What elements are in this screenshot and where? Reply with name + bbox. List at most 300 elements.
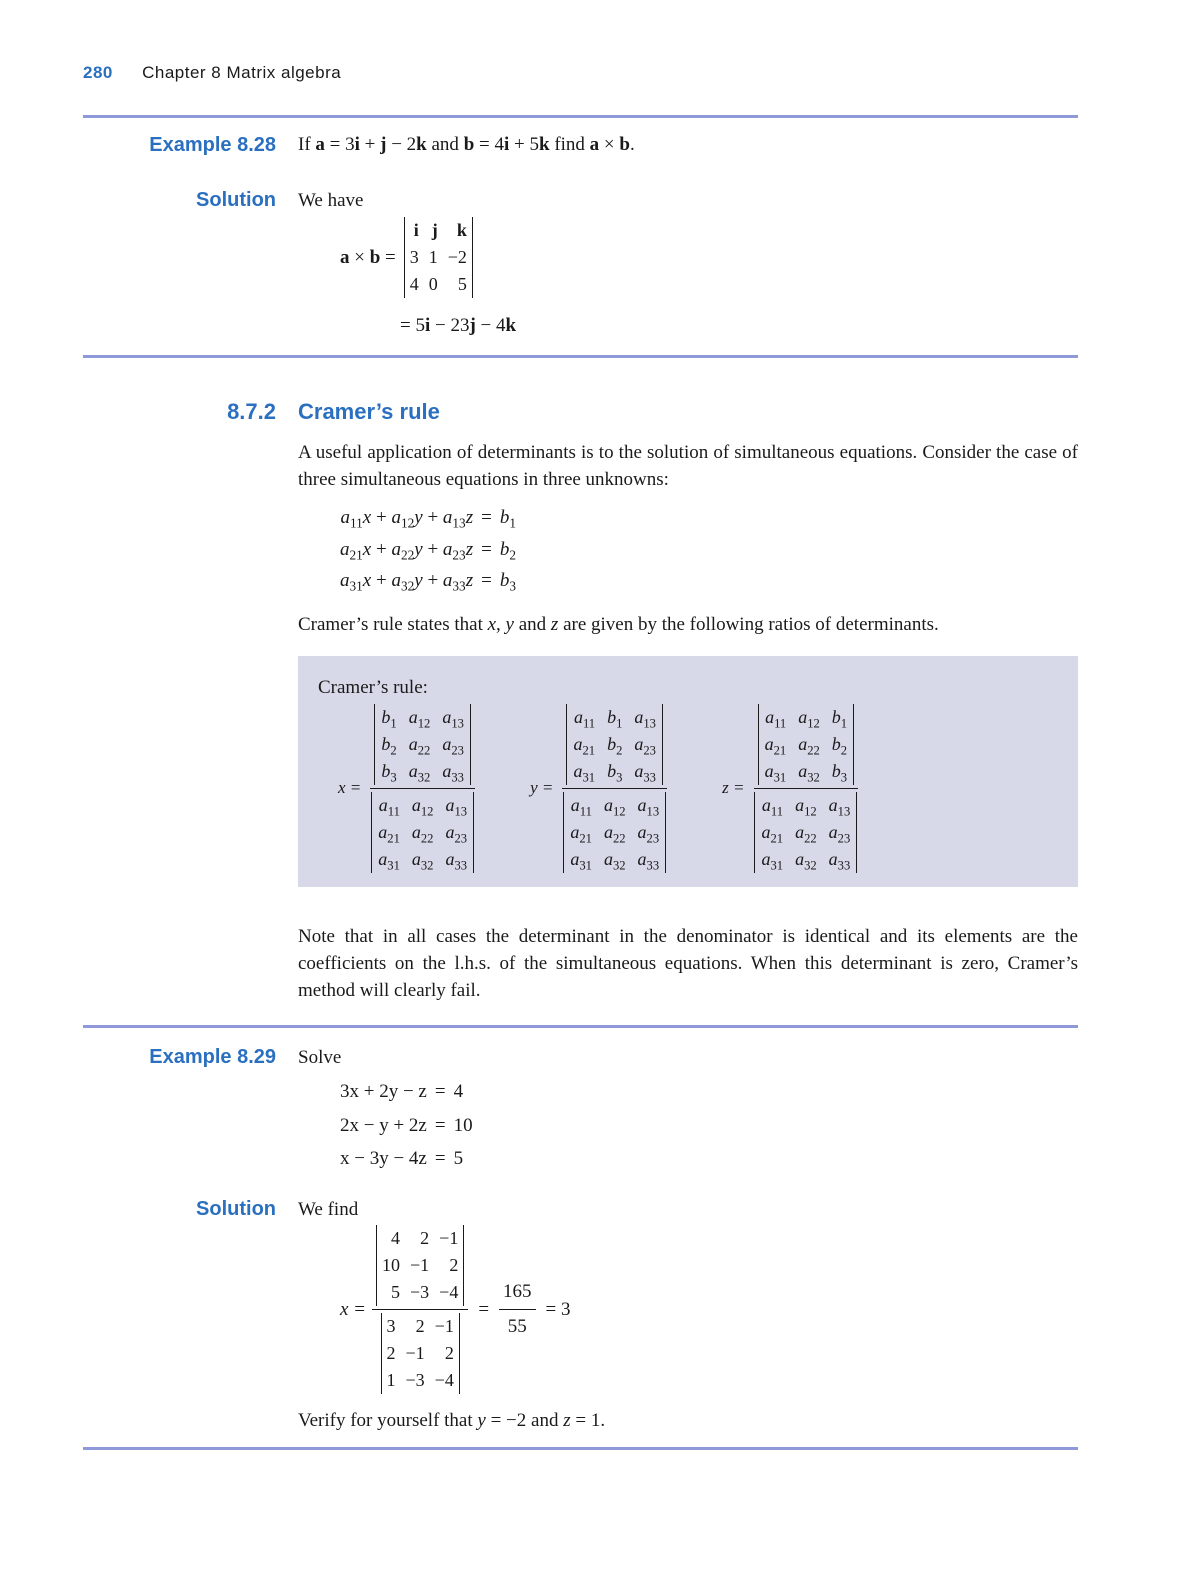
det-cell — [372, 792, 406, 819]
det-cell — [826, 731, 854, 758]
result-text: − 23 — [430, 315, 470, 336]
x-solution-denominator-det — [381, 1313, 460, 1394]
rhs-var: b — [499, 570, 510, 592]
det-cell-letter: a — [442, 761, 452, 781]
det-cell-subscript: 1 — [840, 716, 848, 731]
ex-eq-3-lhs: x − 3y − 4z — [340, 1148, 427, 1170]
det-cell-letter: a — [764, 734, 774, 754]
det-cell: 3 — [386, 1316, 396, 1336]
det-cell-subscript: 3 — [616, 770, 623, 785]
solution-828-label: Solution — [196, 189, 276, 211]
det-cell — [632, 792, 666, 819]
system-row-1-rhs — [500, 504, 516, 532]
det-cell-subscript: 23 — [454, 831, 468, 846]
x-denominator — [367, 789, 478, 873]
cramer-formulas — [338, 704, 861, 873]
det-cell: 0 — [428, 274, 438, 294]
var: x — [362, 538, 372, 560]
det-cell-letter: a — [573, 707, 583, 727]
det-cell-letter: a — [637, 849, 647, 869]
det-cell-letter: a — [445, 795, 455, 815]
verify-var: z — [563, 1410, 571, 1431]
cross-determinant — [404, 217, 473, 298]
cross-product-equation — [340, 217, 473, 298]
det-cell-letter: a — [761, 795, 771, 815]
section-title: Cramer’s rule — [298, 399, 440, 424]
det-cell: 2 — [420, 1228, 430, 1248]
rule-text: Cramer’s rule states that — [298, 614, 488, 635]
det-cell: 1 — [428, 247, 438, 267]
det-cell — [789, 846, 823, 873]
det-cell-letter: a — [795, 795, 805, 815]
x-denominator-det — [371, 792, 474, 873]
coef: a — [442, 507, 453, 528]
det-cell-subscript: 11 — [579, 804, 592, 819]
det-cell-subscript: 33 — [454, 858, 468, 873]
det-cell — [403, 731, 437, 758]
example-828-question — [298, 131, 1078, 159]
det-cell-letter: a — [442, 734, 452, 754]
det-cell — [439, 846, 473, 873]
det-cell-subscript: 31 — [582, 770, 596, 785]
rule-text: , — [496, 614, 506, 635]
det-cell — [406, 792, 440, 819]
ex-eq-2-sign: = — [434, 1114, 446, 1136]
result-text: − 4 — [475, 315, 506, 336]
det-cell — [375, 704, 403, 731]
det-cell-subscript: 22 — [804, 831, 817, 846]
det-cell — [755, 846, 789, 873]
det-cell — [372, 846, 406, 873]
rhs-var: b — [499, 538, 510, 560]
x-solution-numerator-det — [376, 1225, 464, 1306]
rhs-var: b — [499, 507, 510, 528]
det-cell-subscript: 11 — [770, 804, 784, 819]
result-vec: i — [424, 315, 431, 336]
det-cell — [601, 758, 628, 785]
det-cell-subscript: 21 — [579, 831, 592, 846]
x-solution-eq: = — [478, 1298, 490, 1320]
q-text: = 3 — [324, 134, 355, 155]
det-cell-letter: a — [603, 822, 613, 842]
det-cell — [826, 758, 854, 785]
det-cell-letter: a — [411, 822, 421, 842]
example-system-grid — [340, 1078, 473, 1173]
det-cell-subscript: 2 — [616, 743, 623, 758]
det-cell — [372, 819, 406, 846]
equals-sign: = — [481, 507, 492, 528]
det-cell — [403, 704, 437, 731]
det-cell-letter: a — [445, 822, 455, 842]
det-cell: 2 — [386, 1343, 396, 1363]
det-cell: −4 — [439, 1282, 459, 1302]
q-vec: i — [503, 134, 510, 155]
det-cell-subscript: 13 — [646, 804, 660, 819]
y-numerator-det — [566, 704, 662, 785]
ex-eq-1-lhs: 3x + 2y − z — [340, 1081, 427, 1102]
det-cell — [758, 731, 792, 758]
q-text: find — [549, 134, 590, 155]
general-system — [340, 504, 516, 595]
coef: a — [442, 538, 453, 560]
det-cell-letter: a — [828, 849, 838, 869]
subscript: 3 — [509, 578, 516, 594]
det-cell — [598, 792, 632, 819]
det-cell — [823, 846, 857, 873]
det-cell — [439, 819, 473, 846]
det-cell-subscript: 33 — [837, 858, 851, 873]
q-text: × — [599, 134, 620, 155]
det-cell — [789, 792, 823, 819]
det-cell-subscript: 31 — [770, 858, 784, 873]
det-cell-subscript: 13 — [454, 804, 468, 819]
det-cell-letter: b — [381, 734, 391, 754]
rule-var: x — [487, 614, 497, 635]
det-cell — [755, 819, 789, 846]
det-cell — [406, 846, 440, 873]
result-text: = — [400, 315, 411, 336]
det-cell — [406, 819, 440, 846]
coef: a — [442, 570, 453, 592]
system-row-3-lhs: $a_{31}x + a_{32}y + a_{33}z$ — [340, 570, 474, 594]
solve-text: Solve — [298, 1047, 342, 1068]
divider-bottom — [83, 1447, 1078, 1450]
det-cell-subscript: 23 — [646, 831, 660, 846]
q-vec: i — [354, 134, 360, 155]
example-system — [340, 1078, 473, 1173]
det-cell-subscript: 12 — [417, 716, 431, 731]
general-system-grid — [340, 504, 516, 595]
det-cell — [792, 758, 826, 785]
det-cell-subscript: 21 — [773, 743, 787, 758]
det-cell-subscript: 32 — [804, 858, 817, 873]
z-fraction — [750, 704, 861, 873]
coef: a — [391, 570, 401, 592]
subscript: 32 — [400, 578, 415, 594]
det-cell — [436, 731, 470, 758]
var: y — [414, 507, 423, 528]
subscript: 22 — [400, 547, 415, 563]
ex-eq-3-sign: = — [434, 1148, 446, 1170]
cross-product-result — [400, 312, 516, 340]
det-cell-subscript: 12 — [612, 804, 626, 819]
det-cell-letter: a — [603, 849, 613, 869]
det-cell-subscript: 12 — [807, 716, 820, 731]
q-text: If — [298, 134, 316, 155]
det-cell — [598, 846, 632, 873]
det-cell-subscript: 32 — [417, 770, 431, 785]
q-vec: k — [538, 134, 550, 155]
det-cell — [598, 819, 632, 846]
det-cell — [823, 819, 857, 846]
x-numerator — [370, 704, 474, 789]
det-cell: 2 — [449, 1255, 459, 1275]
x-value-result: = 3 — [545, 1298, 571, 1320]
q-vec: a — [315, 134, 325, 155]
subscript: 31 — [349, 578, 363, 594]
det-cell — [436, 758, 470, 785]
q-text: + — [359, 134, 381, 155]
q-vec: j — [380, 134, 387, 155]
det-cell-letter: b — [831, 707, 841, 727]
divider-top — [83, 115, 1078, 118]
chapter-title: Chapter 8 Matrix algebra — [142, 63, 342, 82]
det-cell-letter: a — [795, 849, 805, 869]
det-cell-letter: b — [607, 707, 617, 727]
det-cell-letter: a — [570, 822, 580, 842]
det-cell-subscript: 11 — [774, 716, 787, 731]
y-fraction — [559, 704, 670, 873]
det-cell: −1 — [410, 1255, 430, 1275]
det-cell-letter: a — [378, 822, 388, 842]
x-solution-denominator — [377, 1310, 464, 1394]
det-cell-letter: a — [798, 707, 808, 727]
det-cell: −3 — [410, 1282, 430, 1302]
det-cell: 3 — [409, 247, 419, 267]
det-cell: j — [431, 220, 438, 240]
det-cell — [823, 792, 857, 819]
x-value-denominator: 55 — [507, 1316, 527, 1337]
verify-text — [298, 1407, 1078, 1435]
ex-eq-1-rhs: 4 — [453, 1081, 464, 1102]
det-cell-subscript: 32 — [612, 858, 626, 873]
q-text: . — [629, 134, 635, 155]
det-cell — [789, 819, 823, 846]
det-cell — [375, 758, 403, 785]
det-cell — [792, 704, 826, 731]
verify-part: = 1. — [570, 1410, 606, 1431]
det-cell: 4 — [391, 1228, 401, 1248]
det-cell-letter: a — [573, 761, 583, 781]
det-cell-letter: b — [607, 734, 617, 754]
det-cell-letter: a — [798, 761, 808, 781]
det-cell — [403, 758, 437, 785]
det-cell — [436, 704, 470, 731]
det-cell: 1 — [386, 1370, 396, 1390]
q-text: = 4 — [474, 134, 504, 155]
coef: a — [391, 538, 401, 560]
det-cell: i — [413, 220, 419, 240]
det-cell-letter: a — [442, 707, 452, 727]
q-text: + 5 — [509, 134, 539, 155]
q-text: and — [426, 134, 464, 155]
det-cell-letter: b — [381, 761, 391, 781]
det-cell-subscript: 12 — [420, 804, 434, 819]
x-label: x = — [338, 778, 362, 798]
det-cell-subscript: 33 — [643, 770, 656, 785]
det-cell-letter: a — [637, 822, 647, 842]
coef: a — [391, 507, 401, 528]
y-label: y = — [530, 778, 554, 798]
det-cell — [564, 819, 598, 846]
det-cell-subscript: 33 — [451, 770, 464, 785]
subscript: 33 — [452, 578, 466, 594]
det-cell: k — [456, 220, 467, 240]
det-cell-letter: a — [634, 734, 644, 754]
system-row-3-rhs — [500, 567, 516, 595]
det-cell-letter: a — [411, 795, 421, 815]
x-value-fraction — [499, 1278, 536, 1340]
det-cell-subscript: 13 — [643, 716, 656, 731]
det-cell-subscript: 22 — [417, 743, 431, 758]
det-cell — [792, 731, 826, 758]
det-cell-subscript: 13 — [451, 716, 464, 731]
det-cell: 4 — [409, 274, 419, 294]
det-cell-subscript: 22 — [807, 743, 820, 758]
det-cell — [564, 792, 598, 819]
running-header — [83, 61, 341, 86]
det-cell-letter: a — [828, 822, 838, 842]
det-cell-letter: a — [408, 761, 418, 781]
ex-eq-2-rhs: 10 — [453, 1114, 473, 1136]
rule-statement — [298, 611, 1078, 639]
rule-var: z — [550, 614, 559, 635]
det-cell-letter: a — [634, 707, 644, 727]
coef: a — [340, 570, 350, 592]
x-value-numerator: 165 — [499, 1278, 536, 1310]
det-cell-subscript: 31 — [579, 858, 592, 873]
x-solution-label: x = — [340, 1298, 367, 1320]
det-cell: 10 — [382, 1255, 401, 1275]
det-cell: −2 — [447, 247, 467, 267]
we-have-text: We have — [298, 190, 364, 211]
lhs-op: × — [349, 246, 370, 268]
det-cell: −3 — [405, 1370, 425, 1390]
det-cell: 5 — [457, 274, 467, 294]
y-denominator — [559, 789, 670, 873]
equals-sign: = — [481, 570, 492, 592]
lhs-vec: b — [369, 246, 381, 268]
ex-eq-1-sign: = — [434, 1081, 446, 1102]
det-cell-subscript: 32 — [807, 770, 820, 785]
cramer-z — [722, 704, 861, 873]
det-cell — [632, 846, 666, 873]
det-cell — [564, 846, 598, 873]
cramers-rule-box — [298, 656, 1078, 887]
coef: a — [340, 507, 350, 528]
intro-paragraph: A useful application of determinants is to the solution of simultaneous equations. Consider the case of three simultaneous equations in three unknowns: — [298, 442, 1078, 490]
var: y — [414, 538, 423, 560]
det-cell-letter: b — [831, 734, 841, 754]
det-cell-letter: a — [378, 795, 388, 815]
det-cell — [632, 819, 666, 846]
det-cell-subscript: 32 — [420, 858, 434, 873]
var: x — [362, 507, 372, 528]
var: z — [465, 570, 474, 592]
cramer-y — [530, 704, 670, 873]
det-cell — [601, 704, 628, 731]
det-cell-letter: a — [761, 822, 771, 842]
subscript: 21 — [349, 547, 363, 563]
result-vec: k — [505, 315, 517, 336]
verify-part: Verify for yourself that — [298, 1410, 478, 1431]
det-cell-subscript: 1 — [390, 716, 397, 731]
y-numerator — [562, 704, 666, 789]
det-cell-subscript: 22 — [612, 831, 626, 846]
det-cell — [439, 792, 473, 819]
subscript: 12 — [400, 515, 415, 531]
det-cell-subscript: 13 — [837, 804, 851, 819]
cramer-x — [338, 704, 478, 873]
det-cell-letter: a — [761, 849, 771, 869]
det-cell: −4 — [434, 1370, 454, 1390]
example-828-label: Example 8.28 — [149, 134, 276, 156]
q-vec: a — [589, 134, 600, 155]
det-cell-letter: a — [765, 707, 775, 727]
det-cell-subscript: 1 — [616, 716, 623, 731]
det-cell — [628, 731, 662, 758]
det-cell — [628, 704, 662, 731]
det-cell-letter: a — [378, 849, 388, 869]
det-cell — [755, 792, 789, 819]
q-text: − 2 — [386, 134, 417, 155]
det-cell-subscript: 12 — [804, 804, 817, 819]
x-solution-fraction — [372, 1225, 468, 1394]
det-cell — [567, 758, 601, 785]
det-cell-subscript: 22 — [420, 831, 434, 846]
lhs-op: = — [380, 246, 396, 268]
det-cell-letter: a — [634, 761, 644, 781]
system-row-1-lhs: $a_{11}x + a_{12}y + a_{13}z$ — [340, 507, 474, 531]
det-cell: −1 — [405, 1343, 425, 1363]
system-row-2-lhs: $a_{21}x + a_{22}y + a_{23}z$ — [340, 538, 474, 563]
det-cell-letter: b — [381, 707, 391, 727]
var: z — [465, 507, 474, 528]
det-cell — [628, 758, 662, 785]
det-cell-letter: a — [411, 849, 421, 869]
q-vec: b — [619, 134, 630, 155]
det-cell — [758, 758, 792, 785]
det-cell-letter: a — [828, 795, 838, 815]
det-cell — [567, 731, 601, 758]
det-cell-subscript: 3 — [390, 770, 397, 785]
det-cell: 5 — [391, 1282, 401, 1302]
det-cell: 2 — [415, 1316, 425, 1336]
rule-var: y — [505, 614, 514, 635]
coef: a — [340, 538, 350, 560]
det-cell-subscript: 23 — [837, 831, 851, 846]
z-denominator — [750, 789, 861, 873]
z-numerator — [754, 704, 858, 789]
lhs-vec: a — [340, 246, 350, 268]
divider-before-example-829 — [83, 1025, 1078, 1028]
x-numerator-det — [374, 704, 470, 785]
det-cell-letter: b — [831, 761, 841, 781]
x-solution — [340, 1225, 571, 1394]
det-cell-letter: a — [795, 822, 805, 842]
det-cell — [826, 704, 854, 731]
det-cell-letter: a — [764, 761, 774, 781]
section-number: 8.7.2 — [227, 399, 276, 424]
det-cell-letter: a — [603, 795, 613, 815]
det-cell-subscript: 2 — [390, 743, 397, 758]
det-cell-letter: a — [637, 795, 647, 815]
det-cell-letter: a — [798, 734, 808, 754]
det-cell-letter: a — [408, 707, 418, 727]
det-cell-subscript: 23 — [451, 743, 464, 758]
z-denominator-det — [754, 792, 857, 873]
q-vec: k — [416, 134, 427, 155]
det-cell: −1 — [434, 1316, 454, 1336]
det-cell-letter: a — [570, 849, 580, 869]
y-denominator-det — [563, 792, 666, 873]
det-cell-subscript: 31 — [773, 770, 787, 785]
verify-var: y — [477, 1410, 486, 1431]
note-paragraph: Note that in all cases the determinant in the denominator is identical and its elements are the coefficients on the l.h.s. of the simultaneous equations. When this determinant is zero, Cramer’s method will clearly fail. — [298, 926, 1078, 1001]
equals-sign: = — [481, 538, 492, 560]
det-cell-subscript: 21 — [582, 743, 596, 758]
verify-part: = −2 and — [485, 1410, 564, 1431]
